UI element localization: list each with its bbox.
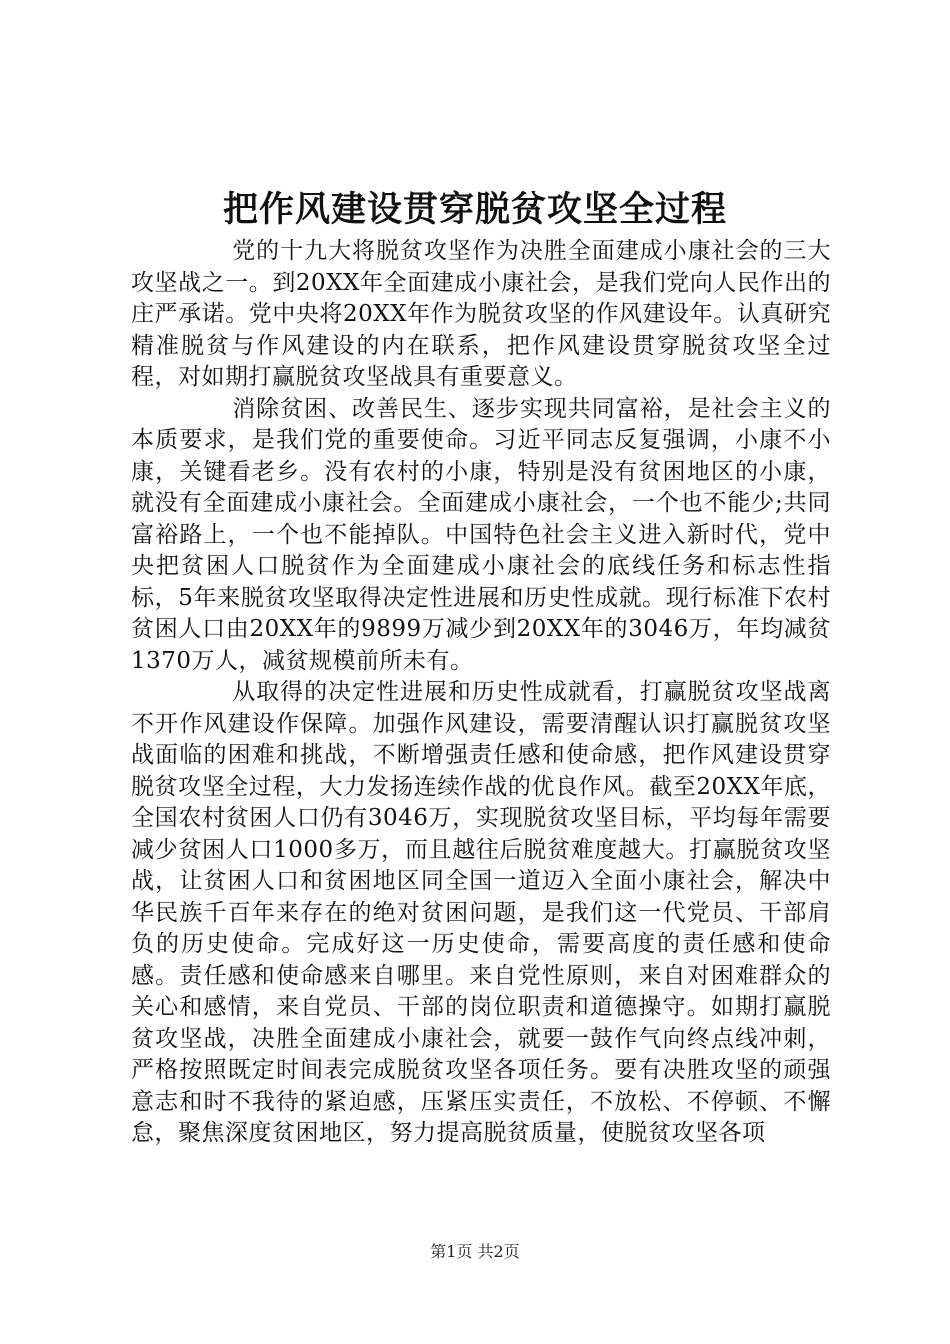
page-number-footer: 第1页 共2页 xyxy=(430,1242,520,1261)
paragraph-3: 从取得的决定性进展和历史性成就看，打赢脱贫攻坚战离不开作风建设作保障。加强作风建设，需要清醒认识打赢脱贫攻坚战面临的困难和挑战，不断增强责任感和使命感，把作风建设贯穿脱贫攻坚全过程，大力发扬连续作战的优良作风。截至20XX年底，全国农村贫困人口仍有3046万，实现脱贫攻坚目标，平均每年需要减少贫困人口1000多万，而且越往后脱贫难度越大。打赢脱贫攻坚战，让贫困人口和贫困地区同全国一道迈入全面小康社会，解决中华民族千百年来存在的绝对贫困问题，是我们这一代党员、干部肩负的历史使命。完成好这一历史使命，需要高度的责任感和使命感。责任感和使命感来自哪里。来自党性原则，来自对困难群众的关心和感情，来自党员、干部的岗位职责和道德操守。如期打赢脱贫攻坚战，决胜全面建成小康社会，就要一鼓作气向终点线冲刺，严格按照既定时间表完成脱贫攻坚各项任务。要有决胜攻坚的顽强意志和时不我待的紧迫感，压紧压实责任，不放松、不停顿、不懈怠，聚焦深度贫困地区，努力提高脱贫质量，使脱贫攻坚各项 xyxy=(131,679,831,1146)
paragraph-2: 消除贫困、改善民生、逐步实现共同富裕，是社会主义的本质要求，是我们党的重要使命。习近平同志反复强调，小康不小康，关键看老乡。没有农村的小康，特别是没有贫困地区的小康，就没有全面建成小康社会。全面建成小康社会，一个也不能少;共同富裕路上，一个也不能掉队。中国特色社会主义进入新时代，党中央把贫困人口脱贫作为全面建成小康社会的底线任务和标志性指标，5年来脱贫攻坚取得决定性进展和历史性成就。现行标准下农村贫困人口由20XX年的9899万减少到20XX年的3046万，年均减贫1370万人，减贫规模前所未有。 xyxy=(131,395,831,674)
paragraph-1: 党的十九大将脱贫攻坚作为决胜全面建成小康社会的三大攻坚战之一。到20XX年全面建成小康社会，是我们党向人民作出的庄严承诺。党中央将20XX年作为脱贫攻坚的作风建设年。认真研究精准脱贫与作风建设的内在联系，把作风建设贯穿脱贫攻坚全过程，对如期打赢脱贫攻坚战具有重要意义。 xyxy=(131,238,831,390)
document-title: 把作风建设贯穿脱贫攻坚全过程 xyxy=(222,189,727,230)
document-body xyxy=(131,236,831,1150)
